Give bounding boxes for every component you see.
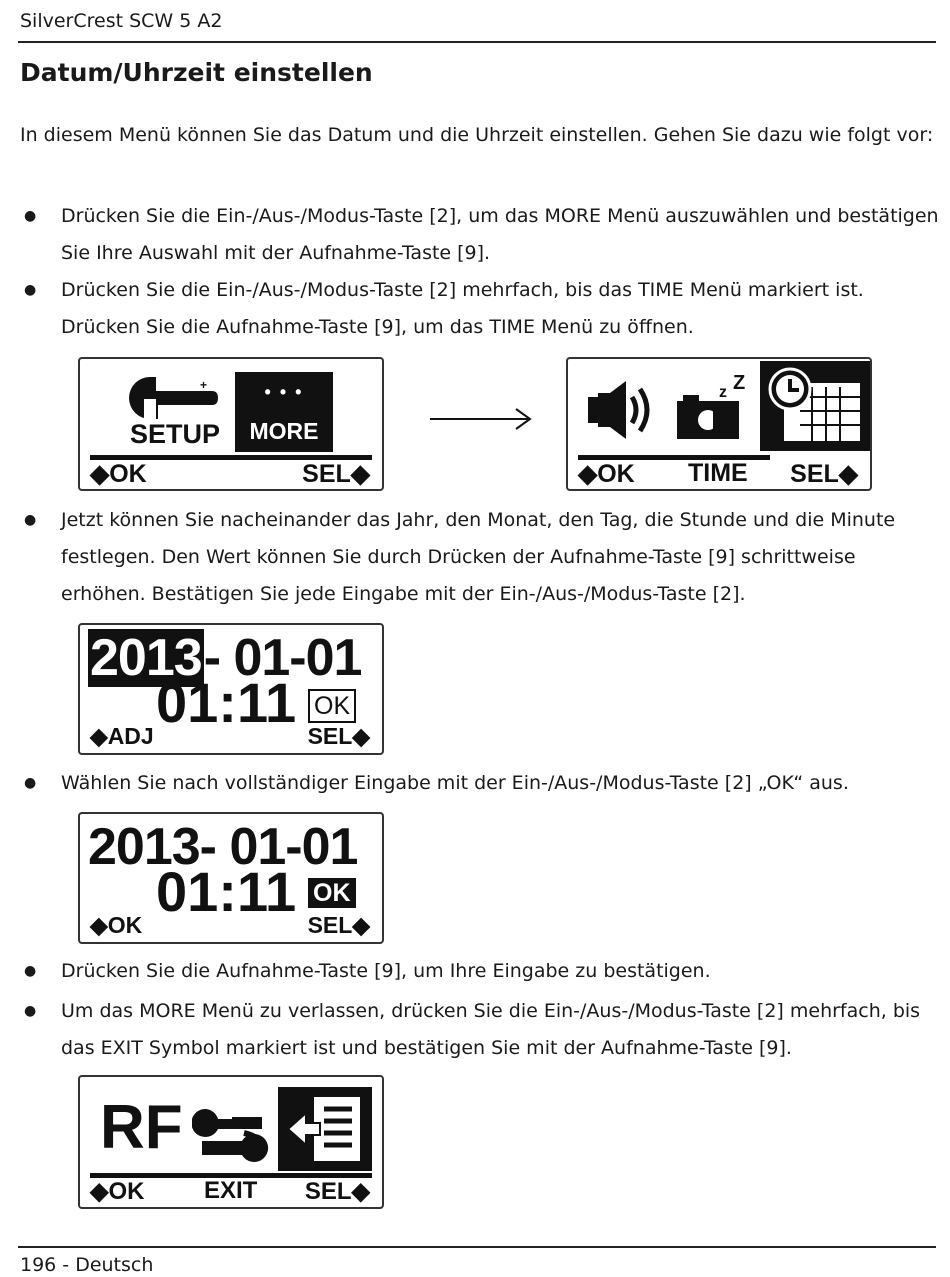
ok-box-highlight: OK (308, 878, 356, 908)
date-display: 2013- 01-01 (88, 818, 358, 876)
ok-box: OK (308, 689, 356, 723)
list-item-text: Drücken Sie die Ein-/Aus-/Modus-Taste [2], um das MORE Menü auszuwählen und bestätigen Sie Ihre Auswahl mit der Aufnahme-Taste [9]. (61, 205, 939, 264)
exit-tile-highlight (278, 1087, 372, 1171)
year-field-highlight: 2013 (90, 629, 202, 687)
lcd-date-confirm (78, 812, 384, 944)
date-rest: - 01-01 (203, 629, 362, 687)
right-softkey: SEL◆ (304, 1178, 370, 1205)
right-softkey: SEL◆ (790, 460, 858, 488)
bullet-icon: ● (24, 1003, 37, 1019)
setup-label: SETUP (130, 419, 221, 449)
header-rule (18, 41, 936, 43)
list-item-text: Drücken Sie die Aufnahme-Taste [9], um Ihre Eingabe zu bestätigen. (61, 960, 711, 982)
svg-text:Z: Z (733, 375, 746, 394)
key-icon (128, 373, 220, 423)
page-title: Datum/Uhrzeit einstellen (20, 58, 373, 87)
left-softkey: ◆OK (90, 1178, 145, 1205)
bullet-icon: ● (24, 963, 37, 979)
sleep-camera-icon (673, 375, 753, 441)
list-item-text: Jetzt können Sie nacheinander das Jahr, den Monat, den Tag, die Stunde und die Minute festlegen. Den Wert können Sie durch Drücken der Aufnahme-Taste [9] schrittweise erhöhen. Bestätigen Sie jede Eingabe mit der Ein-/Aus-/Modus-Taste [2]. (61, 509, 896, 605)
time-display: 01:11 (156, 671, 297, 734)
lcd-exit-menu (78, 1075, 384, 1209)
svg-text:z: z (719, 384, 727, 401)
speaker-icon (586, 379, 656, 441)
time-tile-highlight (760, 361, 870, 451)
clock-calendar-icon (768, 367, 864, 445)
document-header: SilverCrest SCW 5 A2 (20, 10, 223, 32)
list-item-text: Um das MORE Menü zu verlassen, drücken Sie die Ein-/Aus-/Modus-Taste [2] mehrfach, bis das EXIT Symbol markiert ist und bestätigen Sie mit der Aufnahme-Taste [9]. (61, 1000, 921, 1059)
intro-paragraph: In diesem Menü können Sie das Datum und die Uhrzeit einstellen. Gehen Sie dazu wie folgt vor: (20, 124, 934, 146)
bullet-icon: ● (24, 512, 37, 528)
more-label: MORE (249, 418, 319, 444)
lcd-time-menu (566, 357, 872, 491)
right-softkey: SEL◆ (302, 460, 370, 488)
more-dots-icon: • • • (264, 382, 304, 402)
list-item-text: Drücken Sie die Ein-/Aus-/Modus-Taste [2] mehrfach, bis das TIME Menü markiert ist. Drücken Sie die Aufnahme-Taste [9], um das TIME Menü zu öffnen. (61, 279, 864, 338)
exit-icon (284, 1093, 366, 1165)
more-tile-highlight (235, 372, 333, 452)
lcd-setup-more (78, 357, 384, 491)
wrench-icon (192, 1099, 274, 1163)
right-arrow-icon (428, 406, 536, 432)
right-softkey: SEL◆ (307, 723, 370, 749)
right-softkey: SEL◆ (307, 912, 370, 938)
center-softkey: EXIT (204, 1177, 258, 1204)
bullet-icon: ● (24, 282, 37, 298)
bullet-icon: ● (24, 208, 37, 224)
left-softkey: ◆OK (578, 460, 635, 488)
footer-rule (18, 1246, 936, 1248)
left-softkey: ◆OK (90, 460, 147, 488)
list-item-text: Wählen Sie nach vollständiger Eingabe mit der Ein-/Aus-/Modus-Taste [2] „OK“ aus. (61, 772, 849, 794)
left-softkey: ◆ADJ (90, 723, 154, 749)
time-display: 01:11 (156, 860, 297, 923)
svg-text:+: + (200, 378, 208, 392)
rf-label: RF (100, 1093, 183, 1162)
left-softkey: ◆OK (90, 912, 143, 938)
lcd-date-adjust (78, 623, 384, 755)
bullet-icon: ● (24, 775, 37, 791)
center-softkey: TIME (688, 459, 748, 487)
page-number: 196 - Deutsch (20, 1254, 154, 1276)
